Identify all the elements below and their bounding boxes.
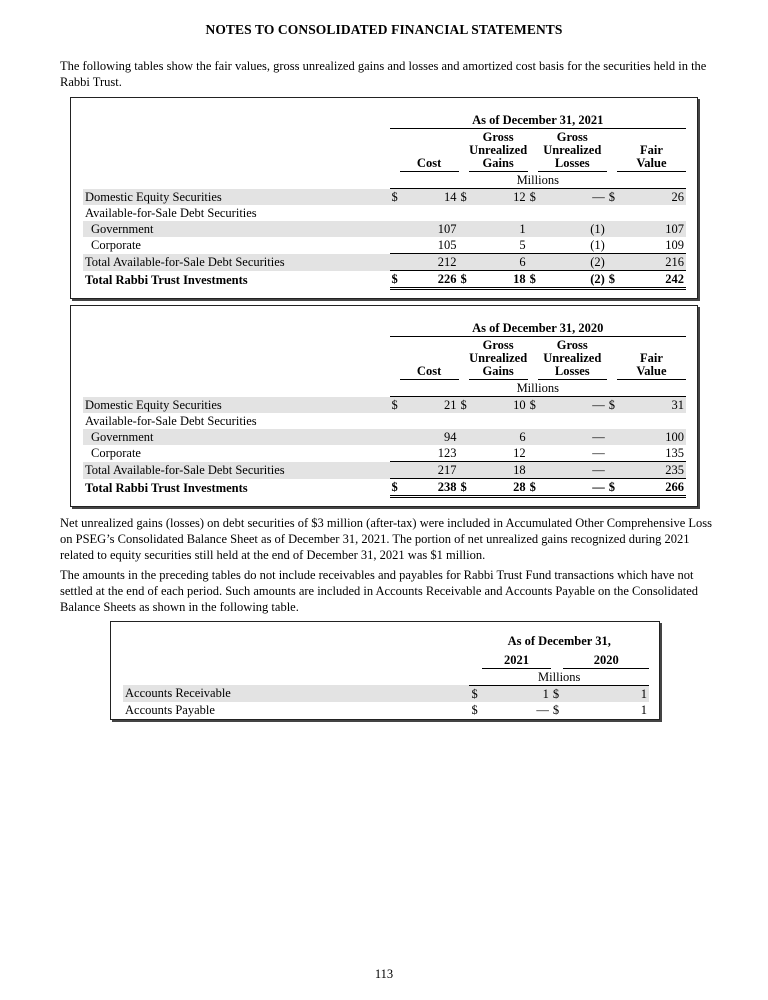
cell-fair: 107 — [617, 221, 686, 237]
cell-gains: 6 — [469, 254, 528, 271]
dollar-sign: $ — [607, 479, 617, 497]
cell-fair — [617, 413, 686, 429]
header-line: Losses — [554, 156, 590, 170]
cell-gains: 28 — [469, 479, 528, 497]
dollar-sign: $ — [460, 398, 467, 412]
unrealized-gains-paragraph: Net unrealized gains (losses) on debt securities of $3 million (after-tax) were included in Accumulated Other Comprehensive Loss on PSEG’s Consolidated Balance Sheet as of December 31, 2021. The portion of net unrealized gains recognized during 2021 related to equity securities still held at the end of December 31, 2021 was $1 million. — [60, 516, 712, 562]
header-line: Losses — [554, 364, 590, 378]
header-line: Gross — [556, 130, 588, 144]
cell-fair: 216 — [617, 254, 686, 271]
row-label: Accounts Payable — [125, 702, 215, 717]
dollar-sign: $ — [529, 398, 536, 412]
dollar-sign — [607, 237, 617, 254]
dollar-sign — [528, 413, 538, 429]
cell-losses: (1) — [590, 238, 605, 252]
table-row — [83, 445, 686, 462]
cell-fair — [617, 205, 686, 221]
cell-gains: 18 — [469, 271, 528, 289]
dollar-sign — [607, 221, 617, 237]
table-row — [83, 462, 686, 479]
fair-value-header — [617, 337, 686, 380]
row-label: Available-for-Sale Debt Securities — [85, 414, 257, 428]
dollar-sign — [607, 413, 617, 429]
receivables-table — [123, 630, 649, 718]
dollar-sign: $ — [390, 271, 400, 289]
cell-gains: 10 — [469, 397, 528, 414]
dollar-sign: $ — [469, 685, 482, 702]
cell-losses: (2) — [538, 271, 607, 289]
table-row — [83, 271, 686, 289]
dollar-sign: $ — [460, 190, 467, 204]
cell-gains: 6 — [469, 429, 528, 445]
cell-losses: — — [592, 446, 605, 460]
dollar-sign — [607, 429, 617, 445]
table-row — [83, 397, 686, 414]
year-header-2020: 2020 — [563, 652, 649, 668]
dollar-sign — [459, 237, 469, 254]
dollar-sign — [528, 221, 538, 237]
dollar-sign: $ — [471, 702, 478, 717]
gains-header — [469, 129, 528, 172]
dollar-sign: $ — [552, 702, 560, 717]
header-line: Gross — [556, 338, 588, 352]
cell-cost: 14 — [400, 189, 459, 206]
row-label: Total Available-for-Sale Debt Securities — [83, 254, 390, 271]
year-header-2021: 2021 — [482, 652, 551, 668]
dollar-sign: $ — [529, 190, 536, 204]
row-label: Total Rabbi Trust Investments — [85, 272, 248, 287]
table-row — [83, 205, 686, 221]
dollar-sign — [390, 429, 400, 445]
cell-fair: 109 — [665, 238, 684, 252]
header-line: Unrealized — [543, 351, 602, 365]
dollar-sign — [459, 429, 469, 445]
cell-cost: 123 — [437, 446, 457, 460]
dollar-sign — [459, 205, 469, 221]
cell-cost: 94 — [400, 429, 459, 445]
header-line: Unrealized — [469, 351, 528, 365]
securities-table — [83, 320, 686, 498]
header-line: Unrealized — [543, 143, 602, 157]
dollar-sign: $ — [391, 190, 398, 204]
header-line: Value — [636, 156, 667, 170]
cell-2021: — — [536, 702, 549, 717]
table-row — [83, 254, 686, 271]
cell-fair: 235 — [617, 462, 686, 479]
rabbi-trust-table-2021 — [70, 97, 698, 299]
dollar-sign: $ — [528, 271, 538, 289]
receivables-payables-table — [110, 621, 660, 720]
dollar-sign: $ — [607, 271, 617, 289]
dollar-sign — [528, 254, 538, 271]
dollar-sign — [390, 237, 400, 254]
dollar-sign — [459, 462, 469, 479]
row-label: Accounts Receivable — [123, 685, 469, 702]
row-label: Domestic Equity Securities — [83, 397, 390, 414]
cell-cost — [400, 413, 459, 429]
cell-2021: 1 — [482, 685, 551, 702]
dollar-sign — [459, 254, 469, 271]
period-header: As of December 31, — [507, 634, 611, 648]
dollar-sign: $ — [608, 398, 616, 412]
cell-cost — [400, 205, 459, 221]
cell-cost: 212 — [400, 254, 459, 271]
table-row — [123, 702, 649, 718]
dollar-sign — [390, 462, 400, 479]
dollar-sign — [528, 429, 538, 445]
cell-fair: 266 — [617, 479, 686, 497]
row-label: Total Available-for-Sale Debt Securities — [83, 462, 390, 479]
cell-gains: 12 — [469, 189, 528, 206]
receivables-paragraph: The amounts in the preceding tables do not include receivables and payables for Rabbi Trust Fund transactions which have not settled at the end of each period. Such amounts are included in Accounts Receivable and Accounts Payable on the Consolidated Balance Sheets as shown in the following table. — [60, 568, 699, 614]
row-label: Government — [83, 221, 390, 237]
cell-gains: 12 — [513, 446, 526, 460]
dollar-sign: $ — [551, 685, 564, 702]
table-row — [83, 479, 686, 497]
row-label: Corporate — [91, 446, 141, 461]
header-line: Unrealized — [469, 143, 528, 157]
cell-losses: — — [538, 479, 607, 497]
cell-2020: 1 — [563, 685, 649, 702]
cell-losses: (1) — [538, 221, 607, 237]
cell-cost: 105 — [437, 238, 457, 252]
dollar-sign: $ — [459, 271, 469, 289]
cell-losses: — — [538, 397, 607, 414]
dollar-sign — [390, 205, 400, 221]
dollar-sign — [459, 445, 469, 462]
dollar-sign — [528, 462, 538, 479]
row-label: Domestic Equity Securities — [83, 189, 390, 206]
page-number: 113 — [374, 967, 394, 981]
cell-cost: 21 — [400, 397, 459, 414]
row-label: Available-for-Sale Debt Securities — [85, 206, 257, 220]
period-header: As of December 31, 2020 — [390, 320, 686, 337]
cell-cost: 238 — [400, 479, 459, 497]
row-label: Government — [83, 429, 390, 445]
dollar-sign — [528, 237, 538, 254]
cell-losses — [538, 205, 607, 221]
table-row — [123, 685, 649, 702]
dollar-sign — [390, 221, 400, 237]
dollar-sign — [607, 254, 617, 271]
dollar-sign — [390, 413, 400, 429]
losses-header — [538, 337, 607, 380]
gains-header — [469, 337, 528, 380]
dollar-sign: $ — [528, 479, 538, 497]
dollar-sign — [528, 445, 538, 462]
dollar-sign: $ — [608, 190, 616, 204]
cell-gains: 1 — [469, 221, 528, 237]
header-line: Fair — [639, 351, 663, 365]
header-line: Cost — [416, 364, 442, 378]
table-row — [83, 413, 686, 429]
cell-cost: 217 — [400, 462, 459, 479]
header-line: Gains — [482, 156, 514, 170]
cost-header — [400, 337, 459, 380]
table-row — [83, 189, 686, 206]
cell-gains: 18 — [469, 462, 528, 479]
header-line: Gains — [482, 364, 514, 378]
fair-value-header — [617, 129, 686, 172]
units-label: Millions — [469, 668, 649, 685]
cell-losses: — — [538, 429, 607, 445]
losses-header — [538, 129, 607, 172]
row-label: Corporate — [91, 238, 141, 253]
rabbi-trust-table-2020 — [70, 305, 698, 507]
dollar-sign — [459, 413, 469, 429]
cell-losses: — — [538, 462, 607, 479]
row-label: Total Rabbi Trust Investments — [85, 480, 248, 495]
cost-header — [400, 129, 459, 172]
dollar-sign — [607, 445, 617, 462]
header-line: Value — [636, 364, 667, 378]
header-line: Cost — [416, 156, 442, 170]
dollar-sign: $ — [459, 479, 469, 497]
cell-2020: 1 — [640, 702, 647, 717]
period-header: As of December 31, 2021 — [390, 112, 686, 129]
cell-gains: 5 — [519, 238, 526, 252]
cell-losses — [538, 413, 607, 429]
dollar-sign — [607, 205, 617, 221]
cell-fair: 135 — [665, 446, 684, 460]
dollar-sign — [607, 462, 617, 479]
dollar-sign: $ — [390, 479, 400, 497]
header-line: Fair — [639, 143, 663, 157]
cell-fair: 31 — [617, 397, 686, 414]
cell-cost: 107 — [400, 221, 459, 237]
dollar-sign — [528, 205, 538, 221]
header-line: Gross — [482, 338, 514, 352]
securities-table — [83, 112, 686, 290]
cell-cost: 226 — [400, 271, 459, 289]
cell-fair: 100 — [617, 429, 686, 445]
cell-losses: — — [538, 189, 607, 206]
cell-gains — [469, 413, 528, 429]
table-row — [83, 221, 686, 237]
units-label: Millions — [390, 380, 686, 397]
units-label: Millions — [390, 172, 686, 189]
page-title: NOTES TO CONSOLIDATED FINANCIAL STATEMENTS — [205, 22, 563, 37]
cell-fair: 242 — [617, 271, 686, 289]
header-line: Gross — [482, 130, 514, 144]
cell-gains — [469, 205, 528, 221]
cell-losses: (2) — [538, 254, 607, 271]
intro-paragraph: The following tables show the fair values, gross unrealized gains and losses and amortized cost basis for the securities held in the Rabbi Trust. — [60, 59, 707, 89]
cell-fair: 26 — [617, 189, 686, 206]
table-row — [83, 429, 686, 445]
dollar-sign: $ — [391, 398, 398, 412]
dollar-sign — [390, 445, 400, 462]
dollar-sign — [459, 221, 469, 237]
dollar-sign — [390, 254, 400, 271]
table-row — [83, 237, 686, 254]
